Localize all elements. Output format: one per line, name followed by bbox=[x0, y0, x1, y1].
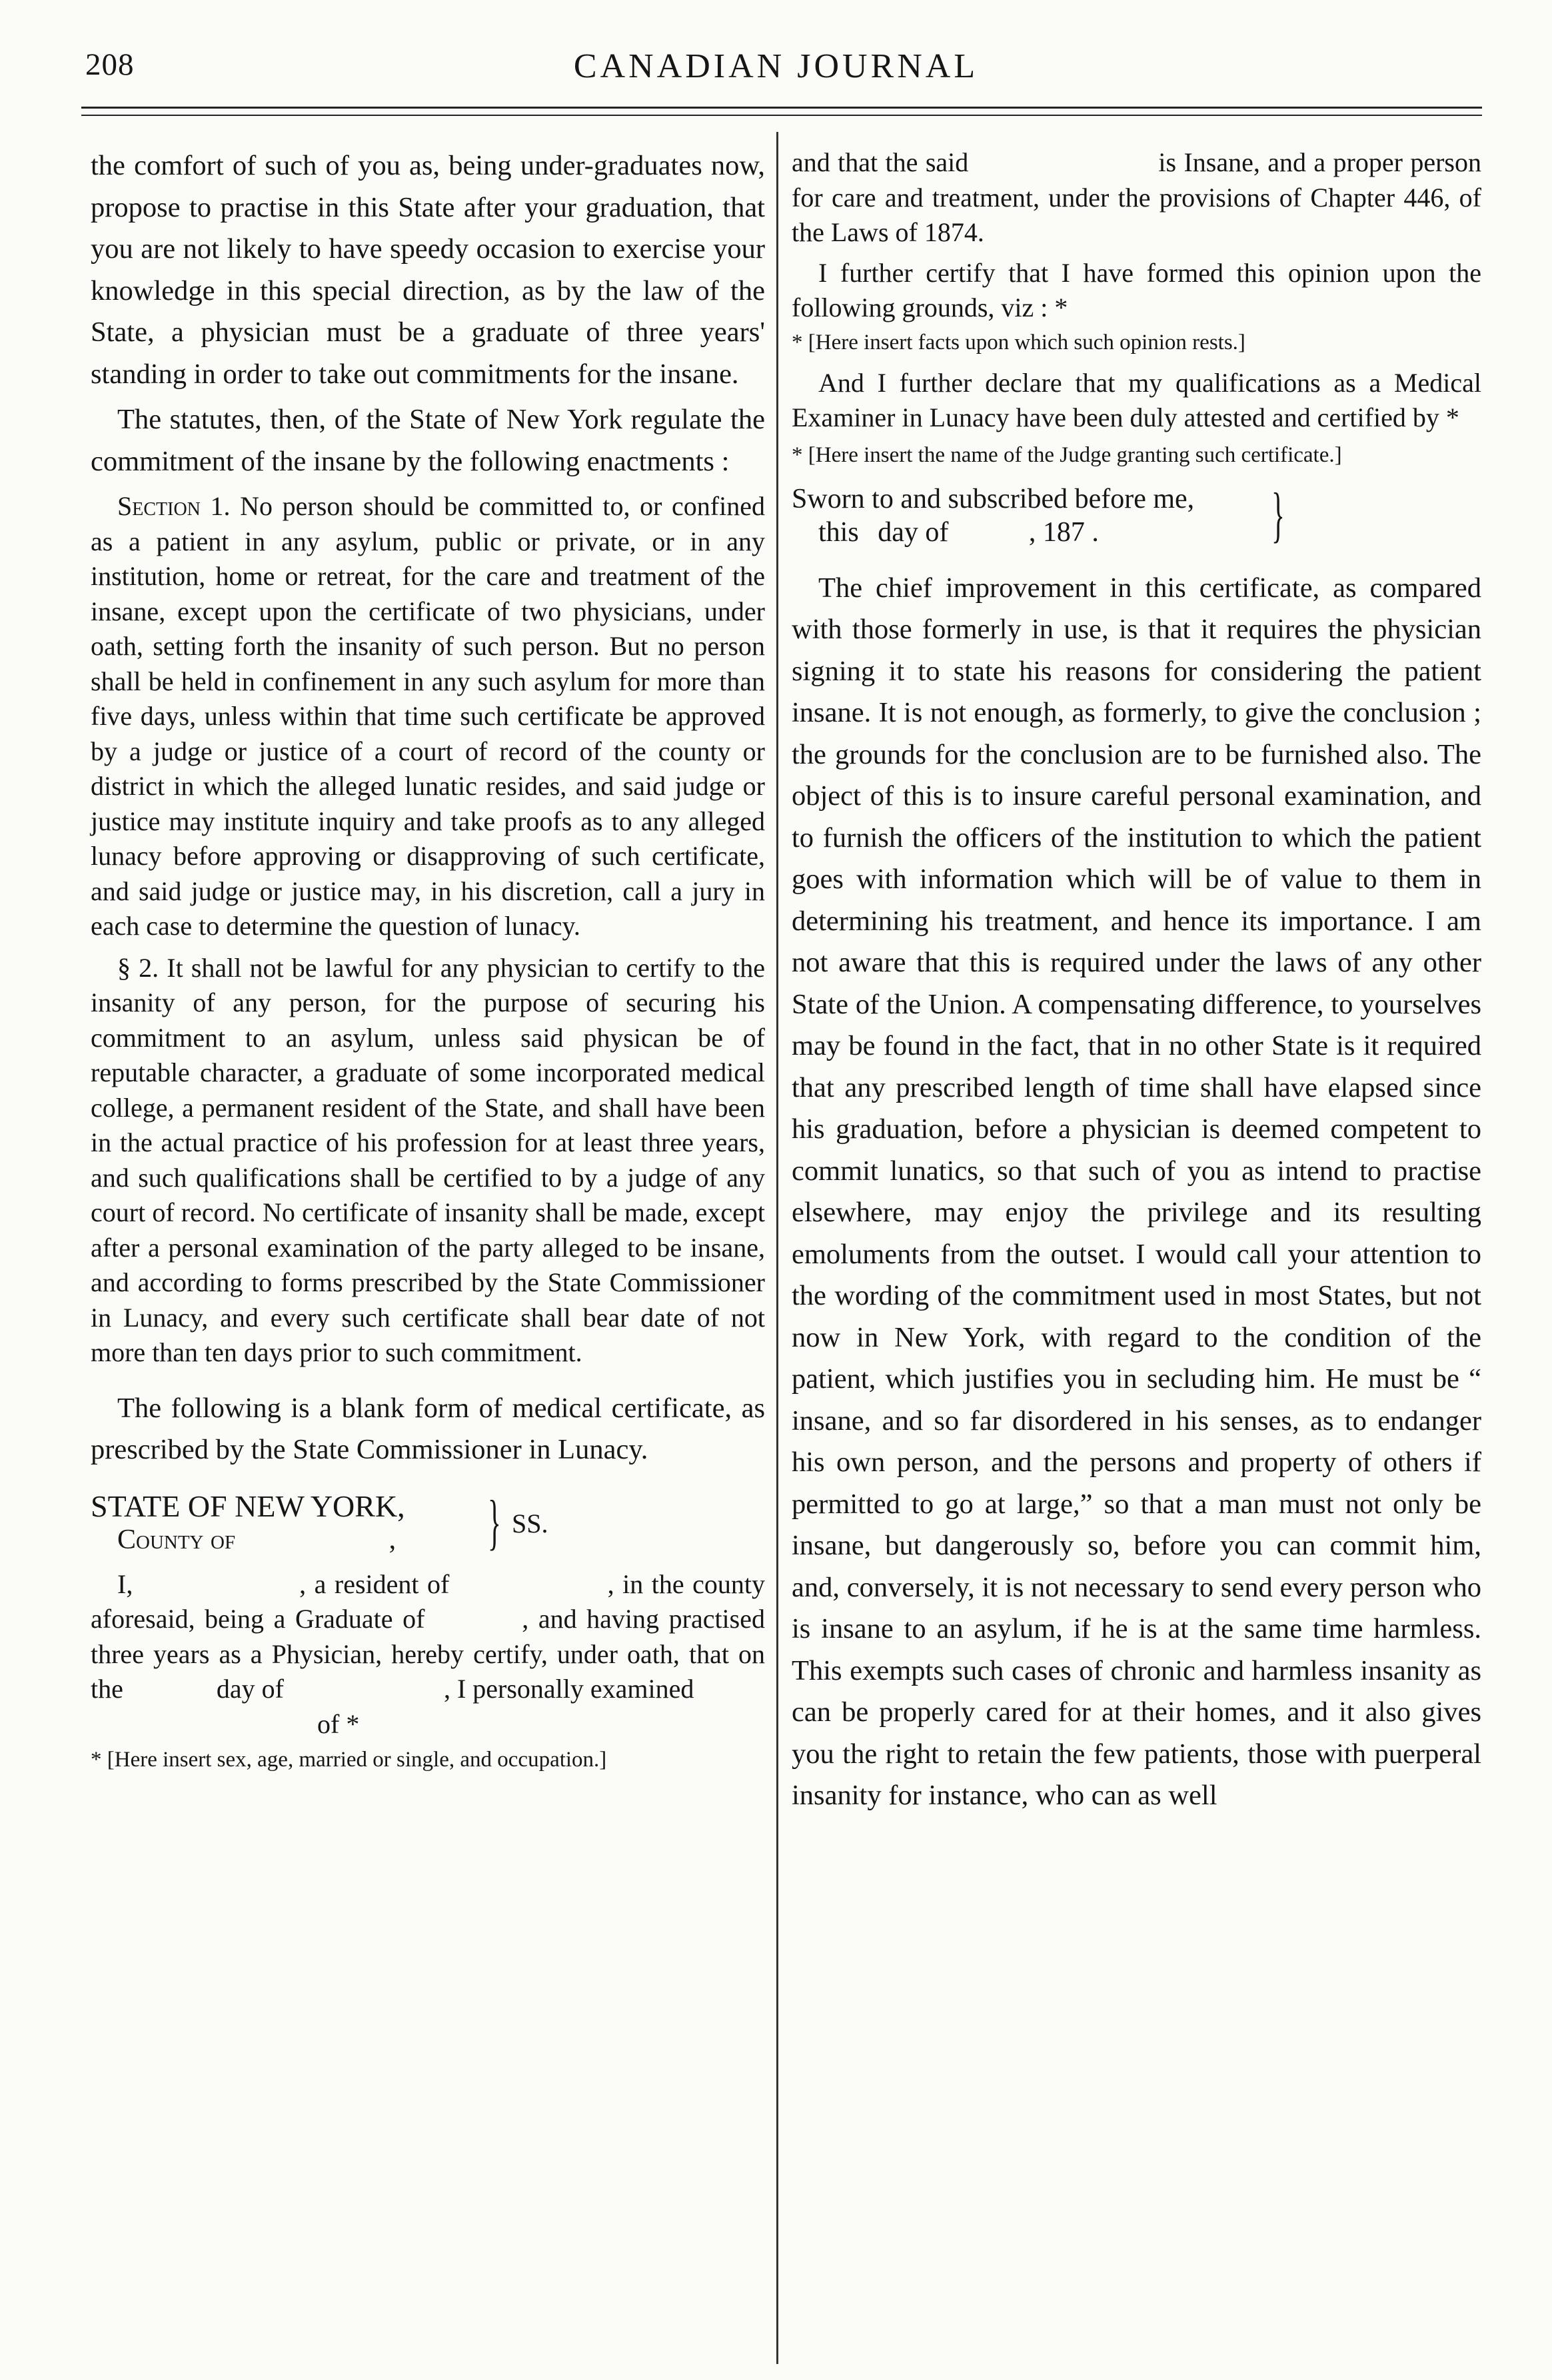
form-comma: , bbox=[388, 1524, 396, 1555]
column-divider bbox=[776, 132, 778, 2364]
running-header bbox=[0, 47, 1552, 100]
paragraph: The chief improvement in this certificate, as compared with those formerly in use, is that it requires the physician signing it to state his reasons for considering the patient insane. It is not enough, as formerly, to give the conclusion ; the grounds for the conclusion are to be furnished also. The object of this is to insure careful personal examination, and to furnish the officers of the institution to which the patient goes with information which will be of value to them in determining his treatment, and hence its importance. I am not aware that this is required under the laws of any other State of the Union. A compensating difference, to yourselves may be found in the fact, that in no other State is it required that any prescribed length of time shall have elapsed since his graduation, before a physician is deemed competent to commit lunatics, so that such of you as intend to practise elsewhere, may enjoy the privilege and its resulting emoluments from the outset. I would call your attention to the wording of the commitment used in most States, but not now in New York, with regard to the condition of the patient, which justifies you in secluding him. He must be “ insane, and so far disordered in his senses, as to endanger his own person, and the persons and property of others if permitted to go at large,” so that a man must not only be insane, but dangerously so, before you can commit him, and, conversely, it is not necessary to send every person who is insane to an asylum, if he is at the same time harmless. This exempts such cases of chronic and harmless insanity as can be properly cared for at their homes, and it also gives you the right to retain the few patients, those with puerperal insanity for instance, who can as well bbox=[792, 572, 1481, 1811]
footnote: * [Here insert sex, age, married or single, and occupation.] bbox=[91, 1747, 607, 1772]
form-ss: SS. bbox=[512, 1508, 548, 1538]
form-continuation: and that the said is Insane, and a proper person for care and treatment, under the provisions of Chapter 446, of the Laws of 1874. bbox=[792, 147, 1488, 247]
form-qualifications: And I further declare that my qualifications as a Medical Examiner in Lunacy have been duly attested and certified by * bbox=[792, 367, 1481, 432]
running-title: CANADIAN JOURNAL bbox=[573, 47, 979, 85]
sworn-line-1: Sworn to and subscribed before me, bbox=[792, 483, 1195, 514]
form-of: of * bbox=[317, 1708, 360, 1739]
statute-section-1 bbox=[91, 489, 765, 944]
paragraph: the comfort of such of you as, being under-graduates now, propose to practise in this State after your graduation, that you are not likely to have speedy occasion to exercise your knowledge in this special direction, as by the law of the State, a physician must be a graduate of three years' standing in order to take out commitments for the insane. bbox=[91, 150, 765, 390]
sworn-this: this bbox=[818, 516, 859, 548]
form-caption bbox=[91, 1487, 765, 1563]
form-state: STATE OF NEW YORK, bbox=[91, 1488, 405, 1523]
paragraph: The following is a blank form of medical certificate, as prescribed by the State Commissioner in Lunacy. bbox=[91, 1392, 765, 1465]
statute-section-2: § 2. It shall not be lawful for any physician to certify to the insanity of any person, for the purpose of securing his commitment to an asylum, unless said physican be of reputable character, a graduate of some incorporated medical college, a permanent resident of the State, and shall have been in the actual practice of his profession for at least three years, and such qualifications shall be certified to by a judge of any court of record. No certificate of insanity shall be made, except after a personal examination of the party alleged to be insane, and according to forms prescribed by the State Commissioner in Lunacy, and every such certificate shall bear date of not more than ten days prior to such commitment. bbox=[91, 952, 765, 1367]
header-rule-thin bbox=[81, 115, 1482, 116]
form-grounds: I further certify that I have formed this opinion upon the following grounds, viz : * bbox=[792, 257, 1481, 322]
sworn-block bbox=[792, 482, 1481, 556]
sworn-day-of: day of bbox=[878, 516, 949, 548]
form-body: I, , a resident of , in the county aforesaid, being a Graduate of , and having practised three years as a Physician, hereby certify, under oath, that on the day of , I personally examined bbox=[91, 1568, 772, 1704]
sworn-year: , 187 . bbox=[1028, 516, 1099, 548]
header-rule bbox=[81, 107, 1482, 109]
footnote: * [Here insert facts upon which such opinion rests.] bbox=[792, 330, 1245, 354]
footnote: * [Here insert the name of the Judge granting such certificate.] bbox=[792, 442, 1342, 467]
brace-glyph: } bbox=[488, 1487, 501, 1556]
right-column bbox=[792, 145, 1488, 1817]
paragraph: The statutes, then, of the State of New York regulate the commitment of the insane by the following enactments : bbox=[91, 404, 765, 477]
left-column bbox=[91, 145, 772, 1774]
page-number: 208 bbox=[85, 47, 135, 82]
brace-glyph: } bbox=[1271, 480, 1285, 548]
section-heading: Section 1. bbox=[117, 491, 231, 521]
section-text: No person should be committed to, or confined as a patient in any asylum, public or private, or in any institution, home or retreat, for the care and treatment of the insane, except upon the certificate of two physicians, under oath, setting forth the insanity of such person. But no person shall be held in confinement in any such asylum for more than five days, unless within that time such certificate be approved by a judge or justice of a court of record of the county or district in which the alleged lunatic resides, and said judge or justice may institute inquiry and take proofs as to any alleged lunacy before approving or disapproving of such certificate, and said judge or justice may, in his discretion, call a jury in each case to determine the question of lunacy. bbox=[91, 491, 765, 941]
form-county: County of bbox=[117, 1524, 236, 1555]
